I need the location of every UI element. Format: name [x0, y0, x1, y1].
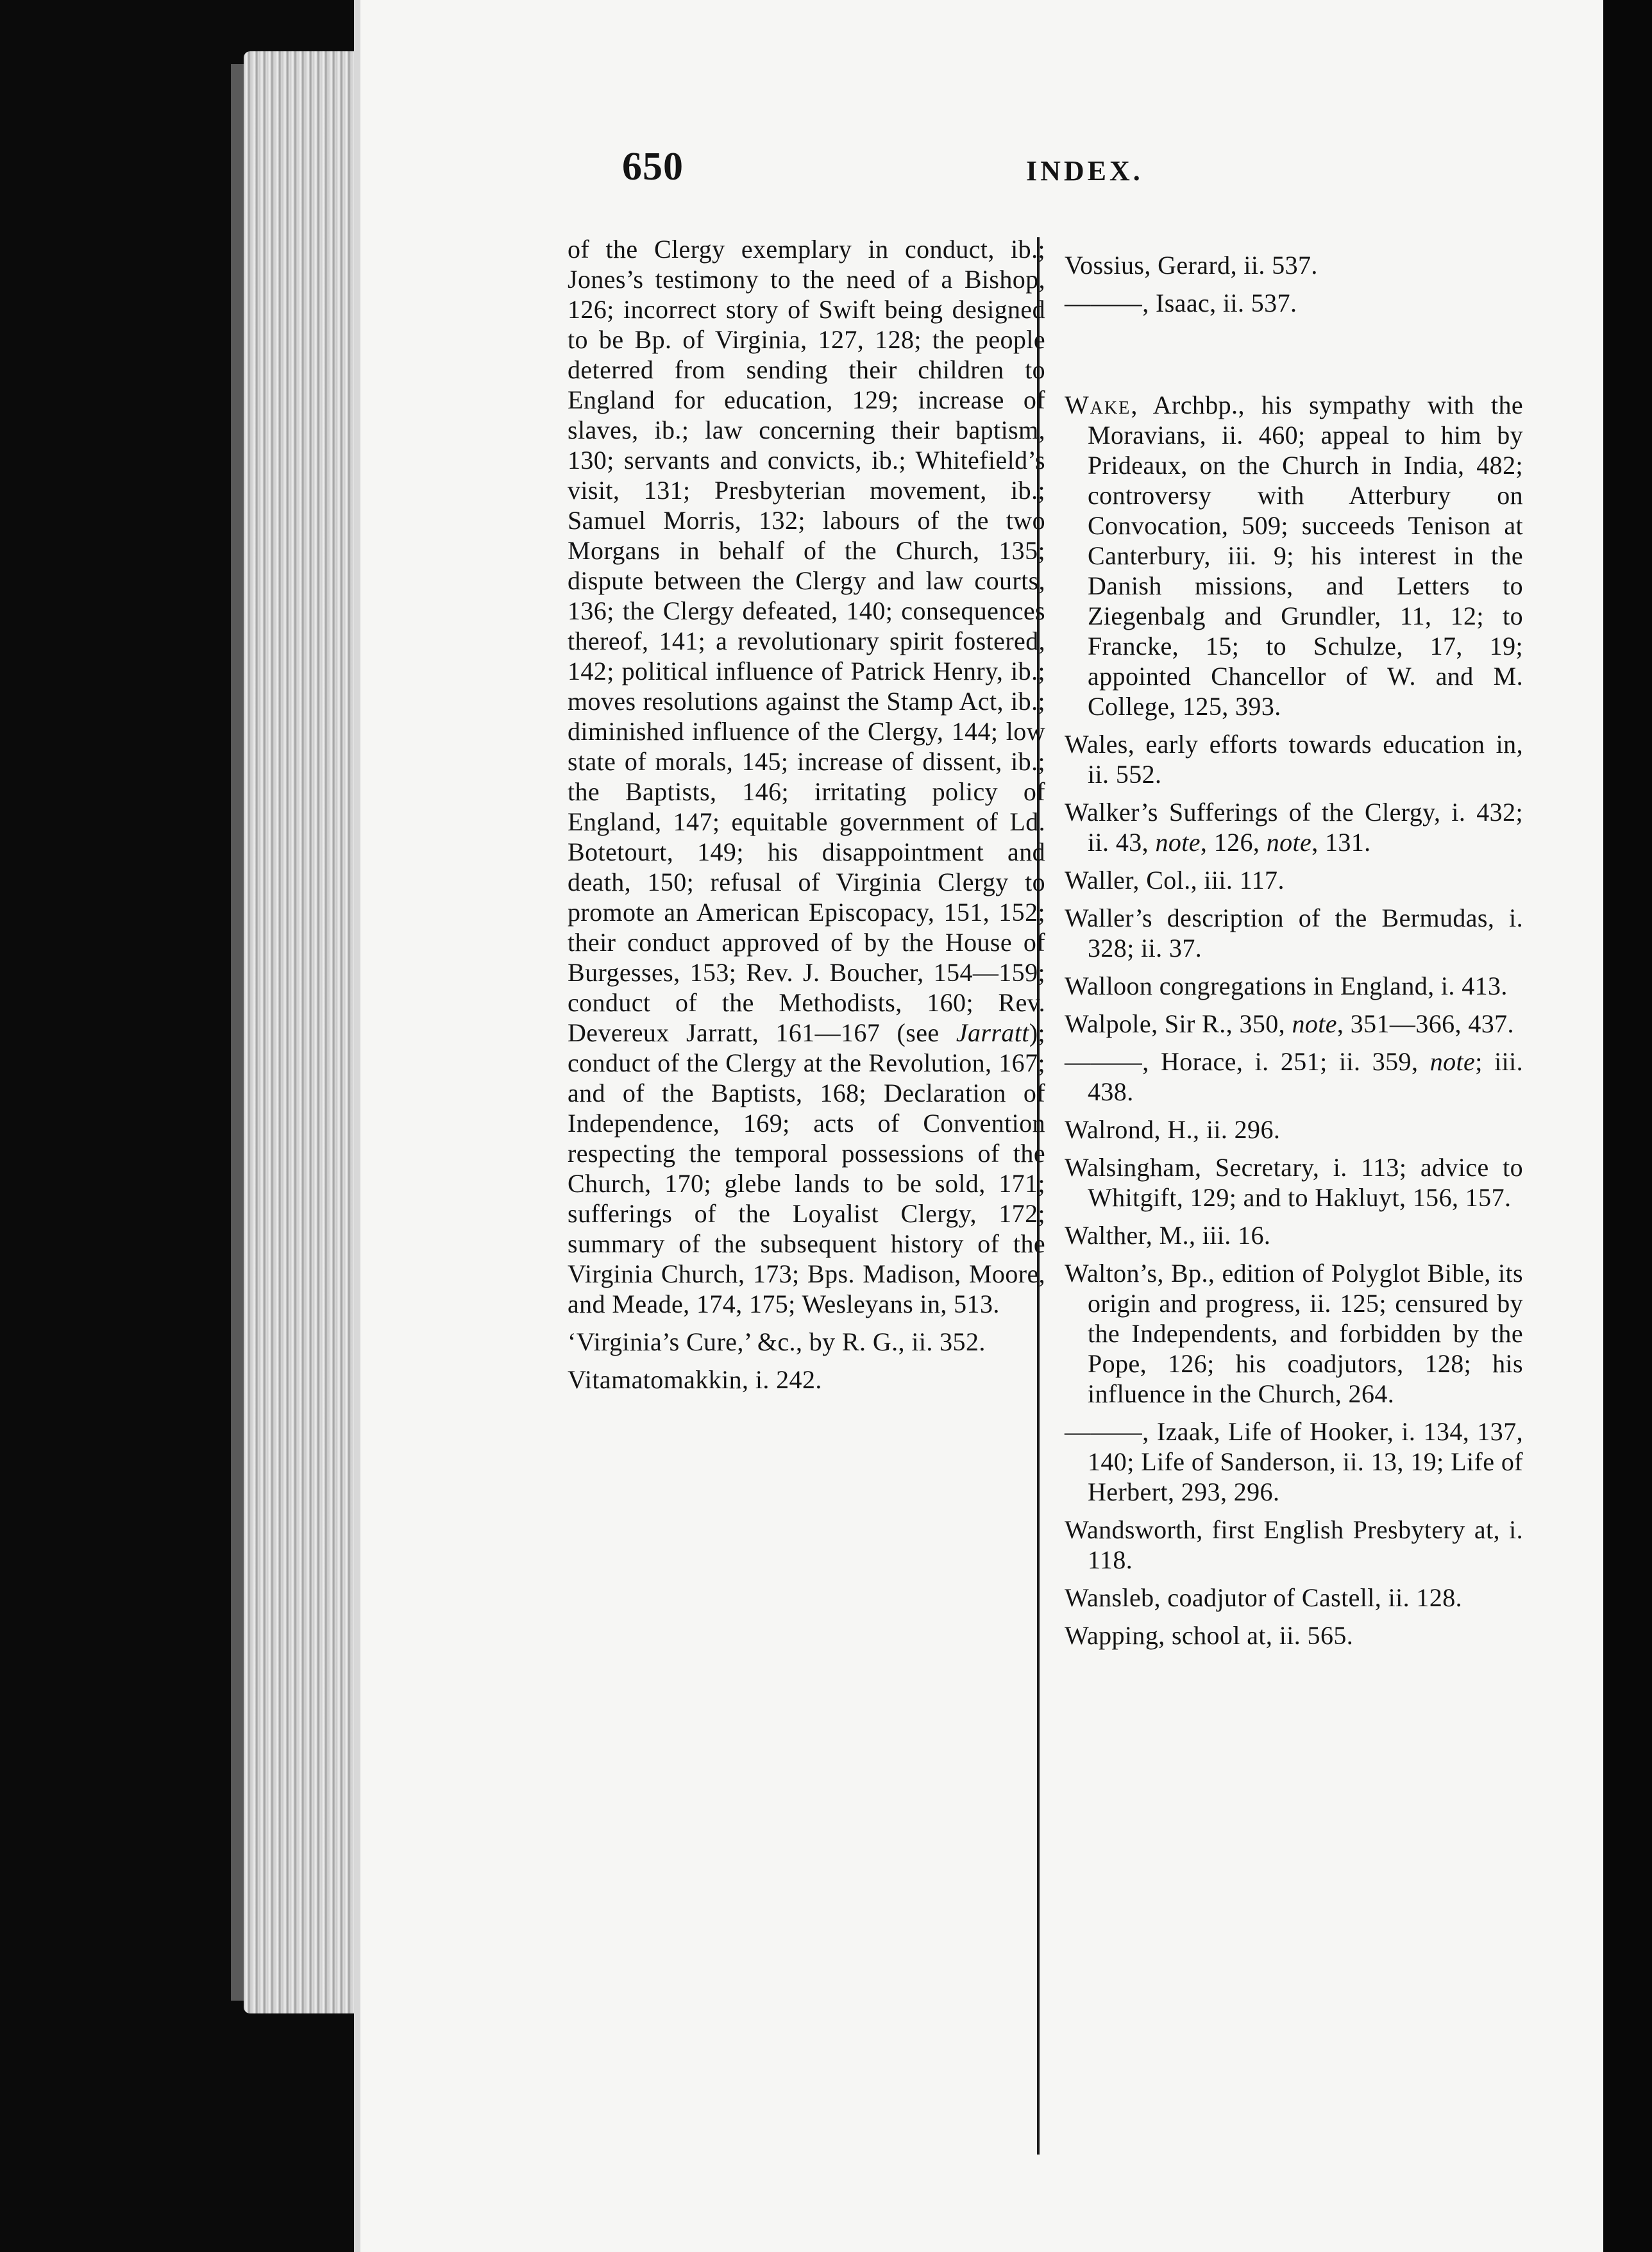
- entry-text: ———, Horace, i. 251; ii. 359,: [1065, 1047, 1430, 1076]
- entry-text-italic: Jarratt: [956, 1018, 1029, 1047]
- entry-text: , Archbp., his sympathy with the Moravians, ii. 460; appeal to him by Prideaux, on the Church in India, 482; controversy with Atterbury on Convocation, 509; succeeds Tenison at Canterbury, iii. 9; his interest in the Danish missions, and Letters to Ziegenbalg and Grundler, 11, 12; to Francke, 15; to Schulze, 17, 19; appointed Chancellor of W. and M. College, 125, 393.: [1088, 391, 1523, 721]
- entry-text-italic: note: [1292, 1009, 1337, 1038]
- entry-text: , 131.: [1311, 828, 1371, 857]
- entry-text: ); conduct of the Clergy at the Revolution, 167; and of the Baptists, 168; Declaration of Independence, 169; acts of Convention respecting the temporal possessions of the Church, 170; glebe lands to be sold, 171; sufferings of the Loyalist Clergy, 172; summary of the subsequent history of the Virginia Church, 173; Bps. Madison, Moore, and Meade, 174, 175; Wesleyans in, 513.: [568, 1018, 1045, 1318]
- index-entry: ———, Izaak, Life of Hooker, i. 134, 137, 140; Life of Sanderson, ii. 13, 19; Life of Herbert, 293, 296.: [1065, 1417, 1523, 1506]
- entry-text: , 351—366, 437.: [1336, 1009, 1514, 1038]
- index-entry: Walton’s, Bp., edition of Polyglot Bible, its origin and progress, ii. 125; censured by the Independents, and forbidden by the Pope, 126; his coadjutors, 128; his influence in the Church, 264.: [1065, 1259, 1523, 1408]
- index-entry: [1065, 1009, 1523, 1039]
- index-entry: Wales, early efforts towards education in, ii. 552.: [1065, 730, 1523, 789]
- index-entry: ‘Virginia’s Cure,’ &c., by R. G., ii. 352.: [568, 1327, 986, 1356]
- entry-head: Wake: [1065, 391, 1131, 419]
- entry-text: of the Clergy exemplary in conduct, ib.; Jones’s testimony to the need of a Bishop, 126; incorrect story of Swift being designed to be Bp. of Virginia, 127, 128; the people deterred from sending their children to England for education, 129; increase of slaves, ib.; law concerning their baptism, 130; servants and convicts, ib.; Whitefield’s visit, 131; Presbyterian movement, ib.; Samuel Morris, 132; labours of the two Morgans in behalf of the Church, 135; dispute between the Clergy and law courts, 136; the Clergy defeated, 140; consequences thereof, 141; a revolutionary spirit fostered, 142; political influence of Patrick Henry, ib.; moves resolutions against the Stamp Act, ib.; diminished influence of the Clergy, 144; low state of morals, 145; increase of dissent, ib.; the Baptists, 146; irritating policy of England, 147; equitable government of Ld. Botetourt, 149; his disappointment and death, 150; refusal of Virginia Clergy to promote an American Episcopacy, 151, 152; their conduct approved of by the House of Burgesses, 153; Rev. J. Boucher, 154—159; conduct of the Methodists, 160; Rev. Devereux Jarratt, 161—167 (see: [568, 235, 1045, 1047]
- entry-text-italic: note: [1155, 828, 1201, 857]
- book-binding-shadow: [1603, 0, 1652, 2252]
- index-column-left: [568, 234, 1045, 1402]
- index-entry: Walloon congregations in England, i. 413.: [1065, 971, 1508, 1000]
- running-head: [622, 144, 1462, 202]
- entry-text: ; iii. 438.: [1088, 1047, 1524, 1106]
- entry-text-italic: note: [1429, 1047, 1476, 1076]
- index-entry: [1065, 797, 1523, 857]
- index-entry: Walther, M., iii. 16.: [1065, 1221, 1271, 1250]
- index-entry: [1065, 1046, 1523, 1107]
- index-entry: Waller, Col., iii. 117.: [1065, 866, 1285, 895]
- entry-text: Walker’s Sufferings of the Clergy, i. 432; ii. 43,: [1065, 798, 1523, 857]
- entry-text-italic: note: [1266, 828, 1312, 857]
- index-entry-wake: [1065, 390, 1523, 721]
- index-entry: Waller’s description of the Bermudas, i. 328; ii. 37.: [1065, 903, 1523, 962]
- index-entry: Vitamatomakkin, i. 242.: [568, 1365, 822, 1394]
- index-entry: Wapping, school at, ii. 565.: [1065, 1621, 1354, 1650]
- letter-section-gap: [1065, 326, 1523, 390]
- page-number: 650: [622, 145, 684, 189]
- index-entry: Wansleb, coadjutor of Castell, ii. 128.: [1065, 1583, 1463, 1612]
- entry-text: Walpole, Sir R., 350,: [1065, 1009, 1292, 1038]
- index-entry: Vossius, Gerard, ii. 537.: [1065, 251, 1318, 280]
- index-entry-virginia-continued: [568, 234, 1045, 1319]
- index-column-right: [1065, 250, 1523, 1658]
- entry-text: , 126,: [1200, 828, 1267, 857]
- index-entry: Walsingham, Secretary, i. 113; advice to Whitgift, 129; and to Hakluyt, 156, 157.: [1065, 1153, 1523, 1212]
- index-entry: Wandsworth, first English Presbytery at, i. 118.: [1065, 1515, 1523, 1574]
- header-title: INDEX.: [1026, 155, 1143, 187]
- index-entry: Walrond, H., ii. 296.: [1065, 1115, 1281, 1144]
- index-entry: ———, Isaac, ii. 537.: [1065, 289, 1297, 317]
- book-page-edges: [244, 51, 372, 2013]
